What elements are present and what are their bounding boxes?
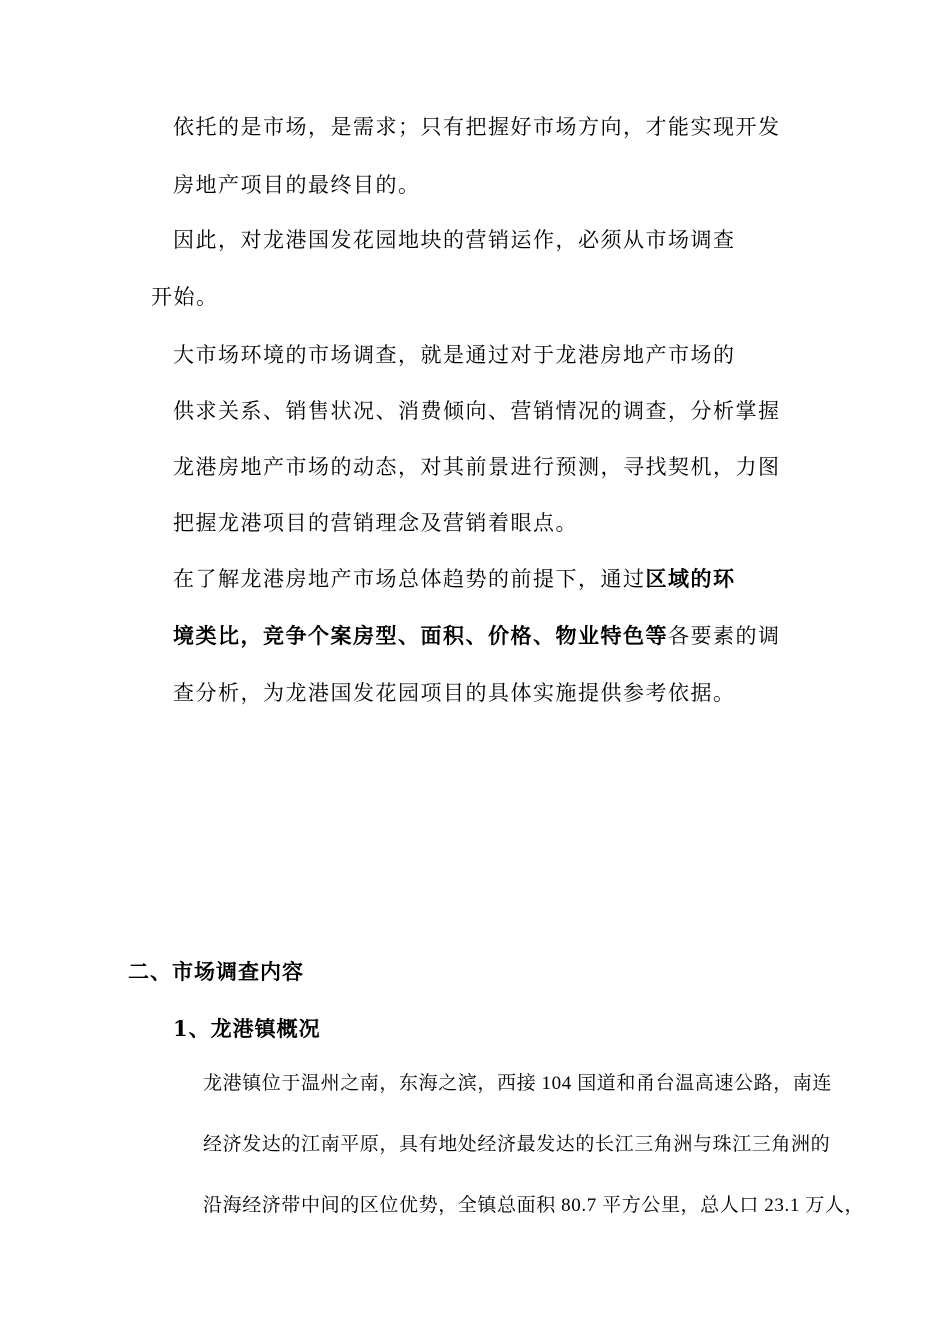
intro-p4-line2-normal: 各要素的调 [668,624,781,648]
intro-p3-line2: 供求关系、销售状况、消费倾向、营销情况的调查，分析掌握 [173,399,781,423]
intro-p1-line1: 依托的是市场，是需求；只有把握好市场方向，才能实现开发 [173,115,781,139]
intro-p4-line2 [173,623,781,649]
intro-p4-line2-bold: 境类比，竞争个案房型、面积、价格、物业特色等 [173,623,668,648]
intro-p4-line1-bold: 区域的环 [645,566,736,591]
subsection-heading: 1、龙港镇概况 [173,1016,321,1041]
intro-p4-line3: 查分析，为龙港国发花园项目的具体实施提供参考依据。 [173,681,736,705]
body-line-2: 经济发达的江南平原，具有地处经济最发达的长江三角洲与珠江三角洲的 [203,1134,831,1155]
intro-p3-line4: 把握龙港项目的营销理念及营销着眼点。 [173,511,578,535]
intro-p2-line2: 开始。 [151,285,219,309]
intro-p2-line1: 因此，对龙港国发花园地块的营销运作，必须从市场调查 [173,228,736,252]
body-line-3: 沿海经济带中间的区位优势，全镇总面积 80.7 平方公里，总人口 23.1 万人， [203,1195,865,1216]
intro-p4-line1 [173,566,736,592]
section-heading: 二、市场调查内容 [128,959,304,984]
intro-p4-line1-normal: 在了解龙港房地产市场总体趋势的前提下，通过 [173,567,646,591]
intro-p3-line3: 龙港房地产市场的动态，对其前景进行预测，寻找契机，力图 [173,455,781,479]
intro-p3-line1: 大市场环境的市场调查，就是通过对于龙港房地产市场的 [173,343,736,367]
intro-p1-line2: 房地产项目的最终目的。 [173,173,421,197]
body-line-1: 龙港镇位于温州之南，东海之滨，西接 104 国道和甬台温高速公路，南连 [203,1073,833,1094]
